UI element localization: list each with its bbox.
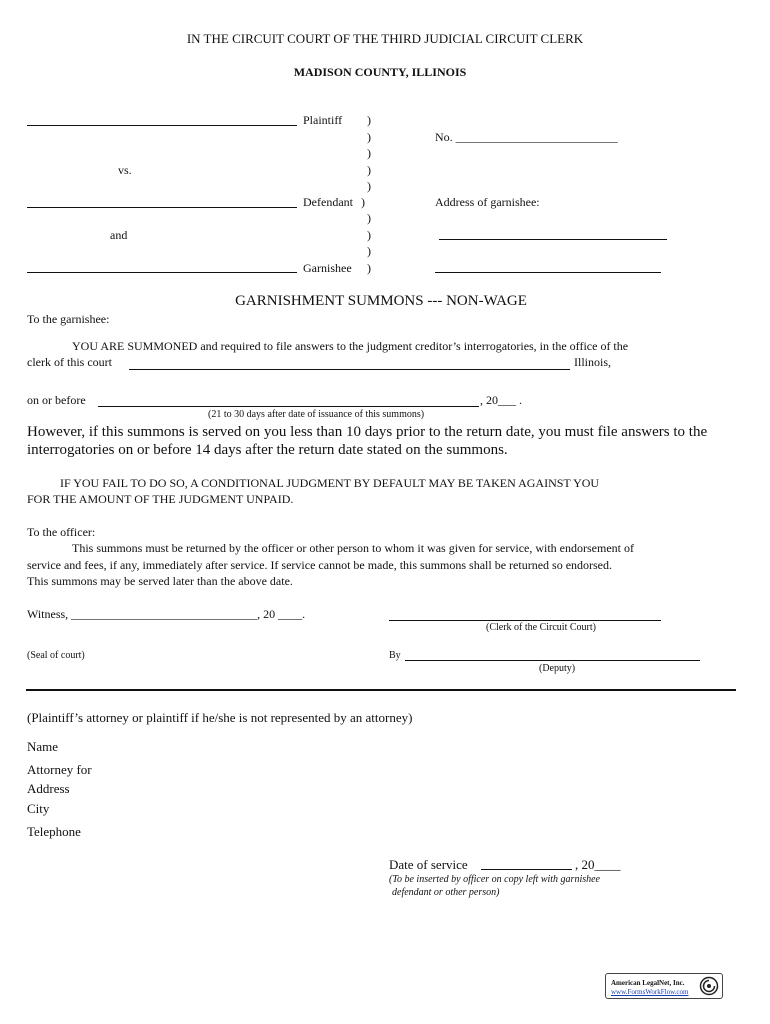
default-warning-1: IF YOU FAIL TO DO SO, A CONDITIONAL JUDGMENT BY DEFAULT MAY BE TAKEN AGAINST YOU [60, 476, 600, 490]
clerk-label: (Clerk of the Circuit Court) [486, 622, 596, 633]
plaintiff-line[interactable] [27, 125, 297, 126]
logo-url[interactable]: www.FormsWorkFlow.com [611, 988, 689, 996]
defendant-line[interactable] [27, 207, 297, 208]
defendant-label: Defendant [303, 195, 353, 209]
witness-line[interactable]: Witness, _______________________________, 20 ____. [27, 607, 306, 621]
clerk-label: clerk of this court [27, 355, 112, 369]
caption-paren: ) [367, 163, 371, 177]
caption-paren: ) [367, 244, 371, 258]
to-officer: To the officer: [27, 525, 96, 539]
logo-globe-icon [699, 976, 719, 996]
service-note-2: defendant or other person) [392, 887, 500, 898]
garnishee-address-line-1[interactable] [439, 239, 667, 240]
caption-paren: ) [361, 195, 365, 209]
deputy-signature-line[interactable] [405, 660, 700, 661]
caption-paren: ) [367, 211, 371, 225]
logo-company: American LegalNet, Inc. [611, 979, 685, 987]
return-date-line[interactable] [98, 406, 479, 407]
on-or-before-label: on or before [27, 393, 86, 407]
seal-of-court: (Seal of court) [27, 650, 85, 661]
garnishee-address-line-2[interactable] [435, 272, 661, 273]
garnishee-line[interactable] [27, 272, 297, 273]
and-label: and [110, 228, 128, 242]
attorney-name-label: Name [27, 739, 59, 754]
attorney-telephone-label: Telephone [27, 824, 81, 839]
caption-paren: ) [367, 228, 371, 242]
officer-line-1: This summons must be returned by the officer or other person to whom it was given for service, with endorsement of [72, 541, 634, 555]
caption-paren: ) [367, 130, 371, 144]
service-year: , 20____ [575, 857, 621, 872]
plaintiff-label: Plaintiff [303, 113, 343, 127]
caption-paren: ) [367, 179, 371, 193]
summons-line-1: YOU ARE SUMMONED and required to file answers to the judgment creditor’s interrogatories, in the office of the [72, 339, 629, 353]
caption-paren: ) [367, 261, 371, 275]
illinois-label: Illinois, [574, 355, 612, 369]
however-line-2: interrogatories on or before 14 days after the return date stated on the summons. [27, 442, 508, 458]
attorney-for-label: Attorney for [27, 762, 92, 777]
clerk-signature-line[interactable] [389, 620, 661, 621]
vs-label: vs. [118, 163, 132, 177]
return-date-note: (21 to 30 days after date of issuance of this summons) [208, 409, 425, 420]
caption-paren: ) [367, 113, 371, 127]
attorney-address-label: Address [27, 781, 70, 796]
attorney-heading: (Plaintiff’s attorney or plaintiff if he/she is not represented by an attorney) [27, 710, 413, 725]
caption-paren: ) [367, 146, 371, 160]
default-warning-2: FOR THE AMOUNT OF THE JUDGMENT UNPAID. [27, 492, 294, 506]
garnishee-label: Garnishee [303, 261, 352, 275]
by-label: By [389, 650, 401, 661]
deputy-label: (Deputy) [539, 663, 576, 674]
attorney-city-label: City [27, 801, 50, 816]
court-heading: IN THE CIRCUIT COURT OF THE THIRD JUDICIAL CIRCUIT CLERK [186, 31, 584, 46]
case-number[interactable]: No. ___________________________ [435, 130, 618, 144]
officer-line-2: service and fees, if any, immediately after service. If service cannot be made, this summons shall be returned so endorsed. [27, 558, 613, 572]
to-garnishee: To the garnishee: [27, 312, 110, 326]
section-divider [26, 689, 736, 691]
officer-line-3: This summons may be served later than the above date. [27, 574, 293, 588]
service-note-1: (To be inserted by officer on copy left with garnishee [389, 874, 600, 885]
return-year: , 20___ . [480, 393, 522, 407]
however-line-1: However, if this summons is served on you less than 10 days prior to the return date, you must file answers to the [27, 424, 708, 440]
clerk-court-line[interactable] [129, 369, 570, 370]
date-of-service-label: Date of service [389, 857, 468, 872]
garnishee-address-label: Address of garnishee: [435, 195, 540, 209]
county-heading: MADISON COUNTY, ILLINOIS [293, 65, 467, 79]
summons-title: GARNISHMENT SUMMONS --- NON-WAGE [235, 293, 527, 309]
date-of-service-line[interactable] [481, 869, 572, 870]
american-legalnet-logo[interactable] [605, 973, 723, 999]
